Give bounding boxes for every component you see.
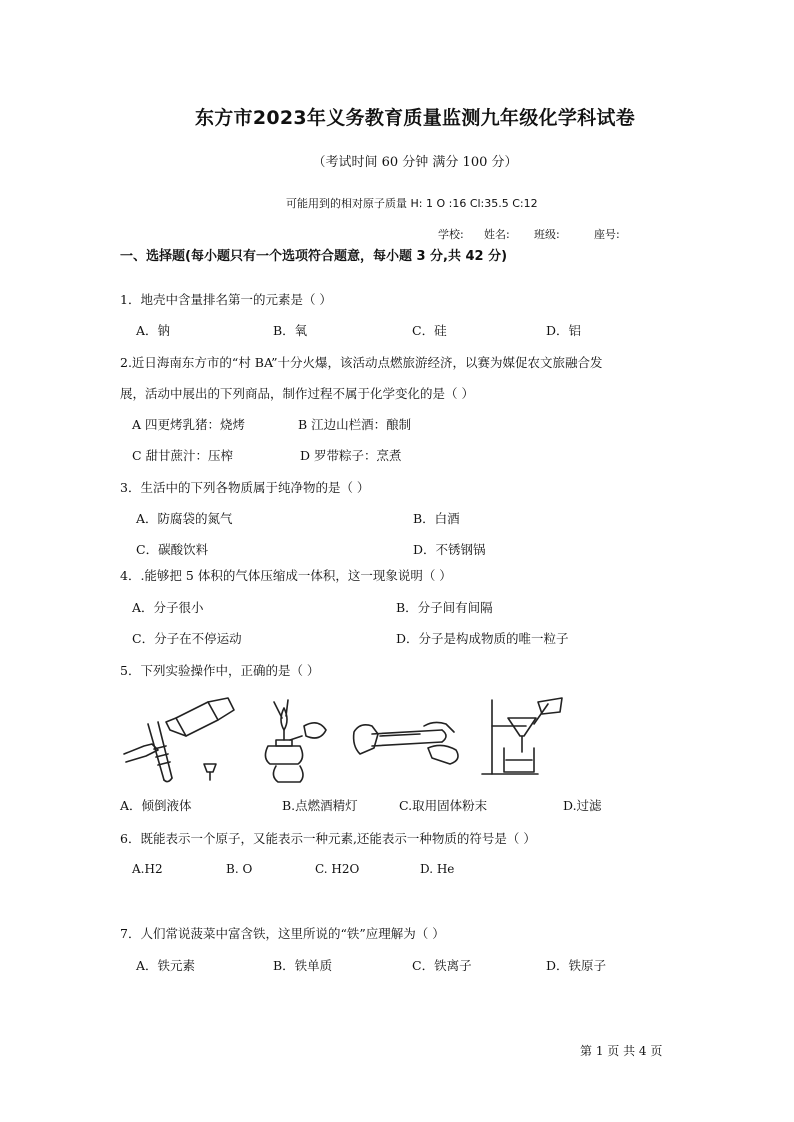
exam-subtitle: （考试时间 60 分钟 满分 100 分）: [312, 155, 518, 170]
q2-option-d: D 罗带粽子：烹煮: [300, 448, 402, 463]
question-6-stem: 6．既能表示一个原子，又能表示一种元素,还能表示一种物质的符号是（ ）: [120, 831, 536, 846]
field-school: 学校:: [438, 228, 464, 241]
q5-option-c: C.取用固体粉末: [399, 798, 488, 813]
powder-spatula-illustration: [350, 712, 466, 772]
q3-option-c: C．碳酸饮料: [136, 542, 209, 557]
q4-option-a: A．分子很小: [132, 600, 204, 615]
q6-option-d: D. He: [420, 862, 455, 876]
q7-option-b: B．铁单质: [273, 958, 333, 973]
q4-option-c: C．分子在不停运动: [132, 631, 242, 646]
field-name: 姓名:: [484, 228, 510, 241]
q2-option-b: B 江边山栏酒：酿制: [298, 417, 412, 432]
q5-option-d: D.过滤: [563, 798, 602, 813]
field-class: 班级:: [534, 228, 560, 241]
question-3-stem: 3．生活中的下列各物质属于纯净物的是（ ）: [120, 480, 370, 495]
q6-option-c: C. H2O: [315, 862, 360, 876]
atomic-mass-line: 可能用到的相对原子质量 H: 1 O :16 Cl:35.5 C:12: [286, 197, 538, 210]
filtration-illustration: [478, 696, 566, 778]
q6-option-b: B. O: [226, 862, 253, 876]
question-4-stem: 4．.能够把 5 体积的气体压缩成一体积，这一现象说明（ ）: [120, 568, 452, 583]
q3-option-d: D．不锈钢锅: [413, 542, 486, 557]
q3-option-b: B．白酒: [413, 511, 460, 526]
q7-option-d: D．铁原子: [546, 958, 607, 973]
field-seat: 座号:: [594, 228, 620, 241]
alcohol-lamp-illustration: [256, 696, 336, 786]
q4-option-b: B．分子间有间隔: [396, 600, 493, 615]
q5-option-b: B.点燃酒精灯: [282, 798, 358, 813]
q7-option-a: A．铁元素: [136, 958, 196, 973]
section-title: 一、选择题(每小题只有一个选项符合题意，每小题 3 分,共 42 分): [120, 249, 508, 264]
q1-option-c: C．硅: [412, 323, 447, 338]
q2-option-c: C 甜甘蔗汁：压榨: [132, 448, 234, 463]
q7-option-c: C．铁离子: [412, 958, 472, 973]
q1-option-a: A．钠: [136, 323, 171, 338]
exam-title: 东方市2023年义务教育质量监测九年级化学科试卷: [194, 107, 636, 129]
question-1-stem: 1．地壳中含量排名第一的元素是（ ）: [120, 292, 332, 307]
q1-option-b: B．氧: [273, 323, 308, 338]
q3-option-a: A．防腐袋的氮气: [136, 511, 233, 526]
q2-option-a: A 四更烤乳猪：烧烤: [132, 417, 246, 432]
q6-option-a: A.H2: [132, 862, 163, 876]
page-number: 第 1 页 共 4 页: [580, 1044, 663, 1058]
q4-option-d: D．分子是构成物质的唯一粒子: [396, 631, 569, 646]
question-7-stem: 7．人们常说菠菜中富含铁，这里所说的“铁”应理解为（ ）: [120, 926, 445, 941]
pouring-liquid-illustration: [118, 694, 250, 786]
q1-option-d: D．铝: [546, 323, 582, 338]
question-2-stem: 2.近日海南东方市的“村 BA”十分火爆，该活动点燃旅游经济，以赛为媒促农文旅融合发: [120, 355, 603, 370]
question-2-stem-cont: 展，活动中展出的下列商品，制作过程不属于化学变化的是（ ）: [120, 386, 474, 401]
q5-option-a: A．倾倒液体: [120, 798, 192, 813]
question-5-stem: 5．下列实验操作中，正确的是（ ）: [120, 663, 320, 678]
